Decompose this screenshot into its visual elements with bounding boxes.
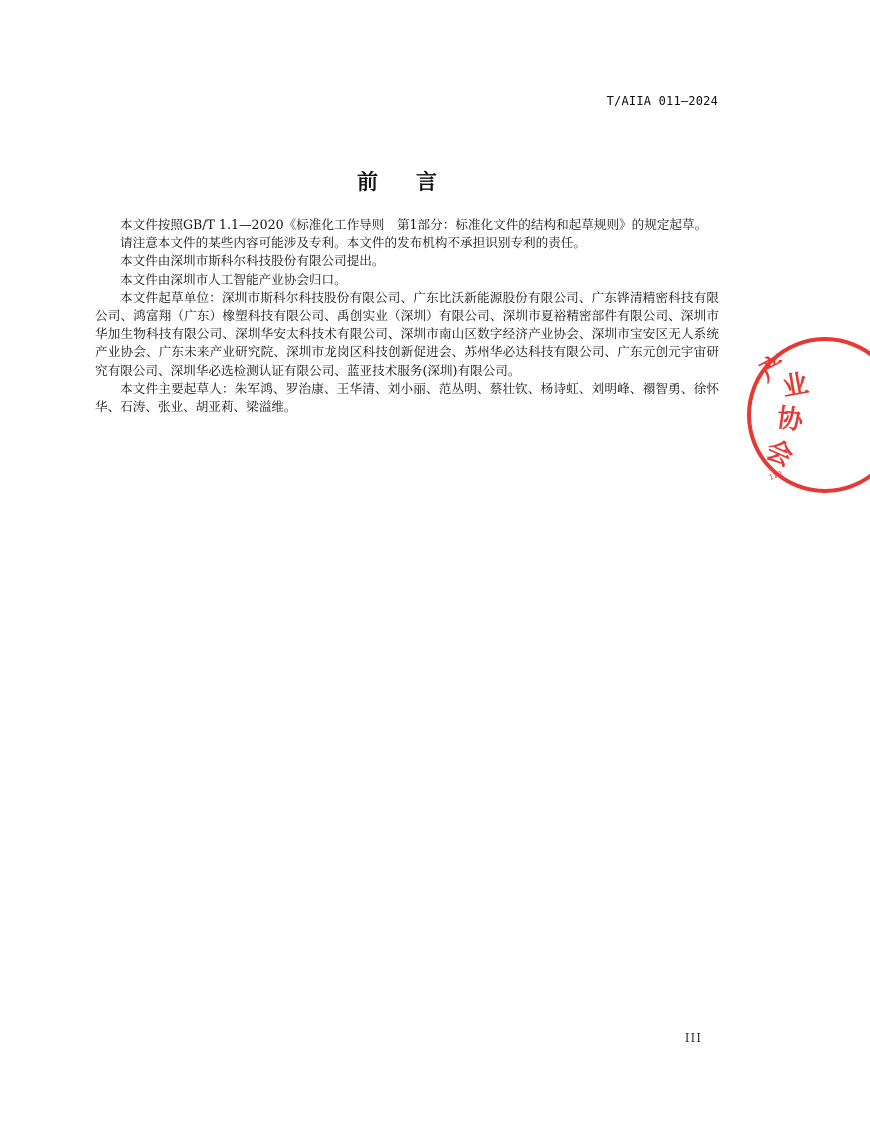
svg-text:产: 产: [755, 349, 793, 389]
page-title: 前言: [357, 170, 475, 194]
paragraph-main-drafters: 本文件主要起草人：朱军鸿、罗治康、王华清、刘小丽、范丛明、蔡壮钦、杨诗虹、刘明峰、禤智勇、徐怀华、石涛、张业、胡亚莉、梁溢维。: [95, 380, 719, 415]
foreword-body: [95, 216, 719, 416]
paragraph-drafting-units: 本文件起草单位：深圳市斯科尔科技股份有限公司、广东比沃新能源股份有限公司、广东铧清精密科技有限公司、鸿富翔（广东）橡塑科技有限公司、禹创实业（深圳）有限公司、深圳市夏裕精密部件有限公司、深圳市华加生物科技有限公司、深圳华安太科技术有限公司、深圳市南山区数字经济产业协会、深圳市宝安区无人系统产业协会、广东未来产业研究院、深圳市龙岗区科技创新促进会、苏州华必达科技有限公司、广东元创元宇宙研究有限公司、深圳华必选检测认证有限公司、蓝亚技术服务(深圳)有限公司。: [95, 289, 719, 378]
page-number: III: [684, 1031, 702, 1045]
paragraph-patent-notice: 请注意本文件的某些内容可能涉及专利。本文件的发布机构不承担识别专利的责任。: [120, 235, 586, 251]
svg-text:110: 110: [767, 469, 784, 482]
svg-text:协: 协: [775, 403, 805, 437]
paragraph-centralized-by: 本文件由深圳市人工智能产业协会归口。: [120, 271, 347, 287]
paragraph-drafting-rules: 本文件按照GB/T 1.1—2020《标准化工作导则 第1部分：标准化文件的结构和起草规则》的规定起草。: [120, 217, 708, 232]
svg-text:业: 业: [780, 368, 811, 403]
association-seal: [740, 330, 870, 500]
paragraph-proposer: 本文件由深圳市斯科尔科技股份有限公司提出。: [120, 253, 385, 269]
document-id: T/AIIA 011—2024: [606, 94, 718, 108]
svg-text:会: 会: [761, 434, 798, 473]
